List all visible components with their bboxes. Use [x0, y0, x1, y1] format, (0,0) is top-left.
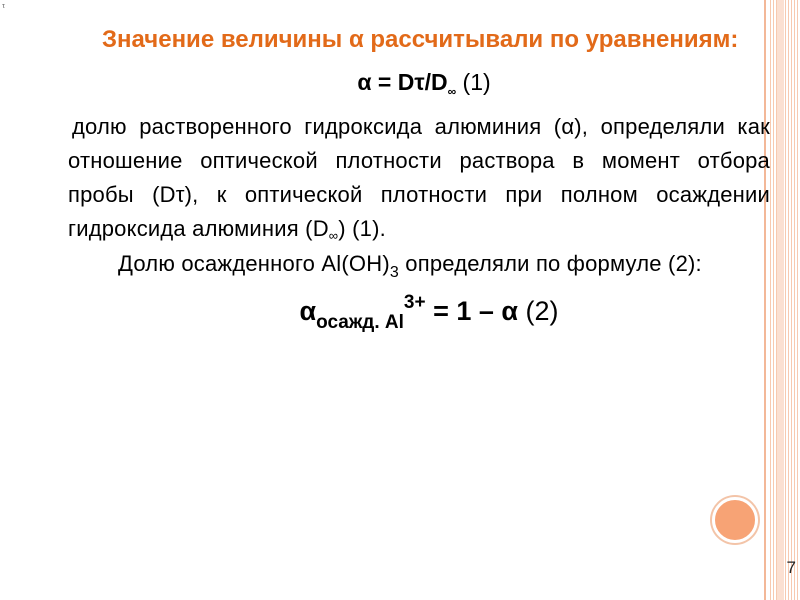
paragraph-2-text: Долю осажденного Al(OH)	[118, 250, 390, 276]
paragraph-1	[68, 110, 770, 246]
decorative-stripes	[770, 0, 800, 600]
paragraph-2	[68, 247, 770, 286]
formula-1-equals: =	[371, 68, 398, 95]
formula-1	[78, 65, 770, 101]
formula-2-subscript: осажд. Al	[316, 312, 404, 334]
formula-2-number: (2)	[518, 296, 559, 327]
paragraph-2-end: определяли по формуле (2):	[398, 250, 702, 276]
formula-1-number: (1)	[456, 68, 491, 95]
formula-2-rest: = 1 – α	[425, 296, 518, 327]
decorative-stripe-band	[777, 0, 784, 600]
paragraph-1-infinity-subscript: ∞	[328, 228, 339, 244]
formula-2	[88, 289, 770, 338]
paragraph-2-subscript: 3	[389, 263, 399, 281]
paragraph-1-end: ) (1).	[338, 216, 386, 242]
formula-1-d-tau: Dτ	[397, 68, 425, 95]
formula-1-infinity-subscript: ∞	[447, 84, 457, 99]
slide-content	[68, 22, 770, 338]
page-number: 7	[786, 558, 796, 577]
decorative-circle	[712, 497, 758, 543]
corner-mark: τ	[2, 1, 6, 10]
formula-2-superscript: 3+	[403, 292, 426, 314]
slide-title: Значение величины α рассчитывали по уравнениям:	[102, 26, 739, 53]
paragraph-1-text: долю растворенного гидроксида алюминия (α), определяли как отношение оптической плотности раствора в момент отбора пробы (Dτ), к оптической плотности при полном осаждении гидроксида алюминия (D	[68, 114, 770, 242]
formula-1-alpha: α	[357, 68, 372, 95]
formula-1-slash-d: /D	[424, 68, 448, 95]
formula-2-alpha: α	[299, 296, 317, 327]
